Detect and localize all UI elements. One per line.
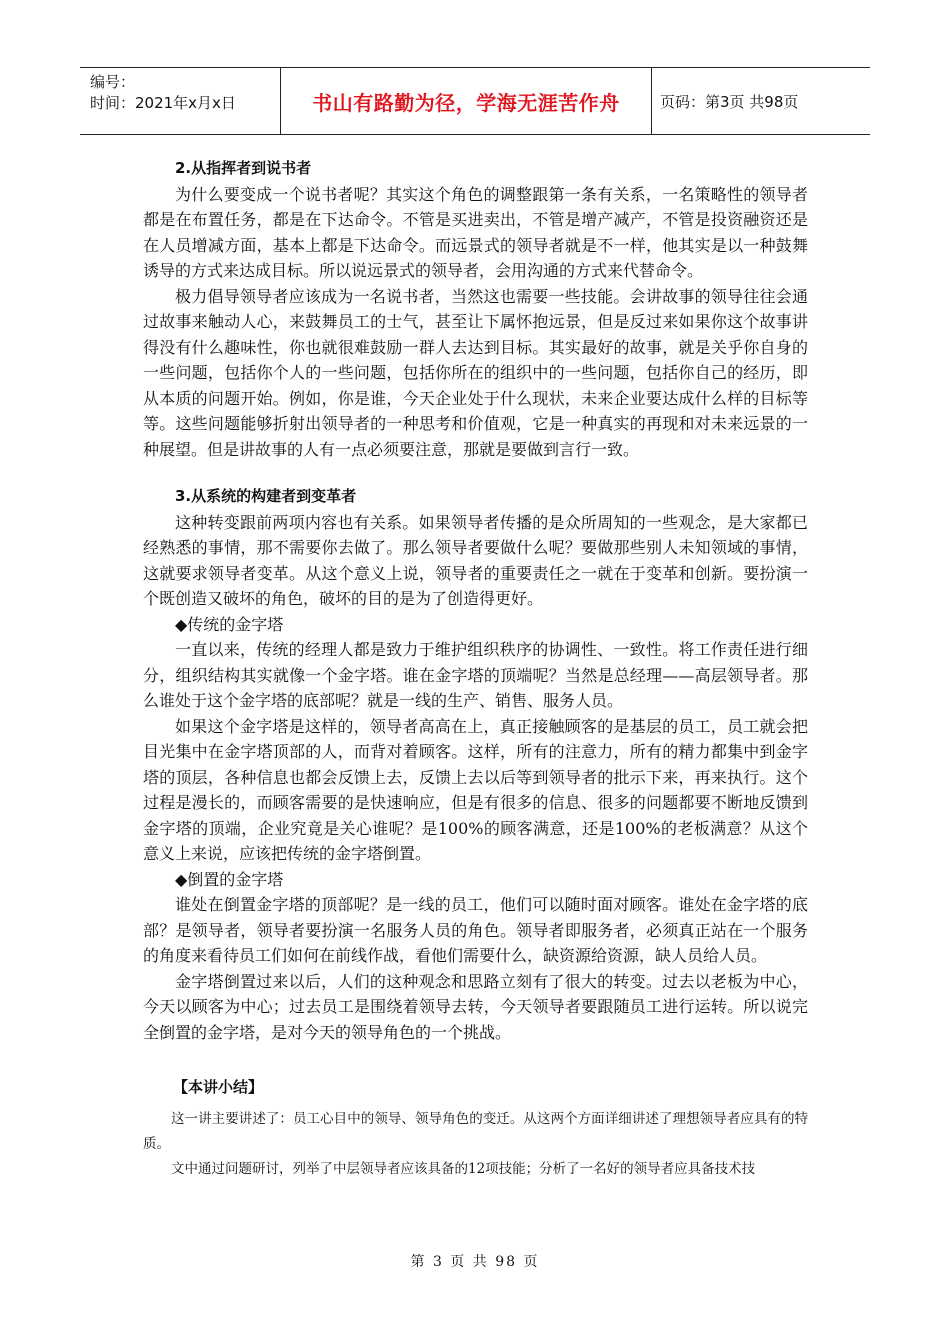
document-body: [143, 156, 808, 1182]
page-header: [80, 67, 870, 135]
header-date: 时间：2021年x月x日: [90, 94, 236, 112]
spacer: [143, 1045, 808, 1067]
spacer: [143, 462, 808, 484]
section-3-title: 3.从系统的构建者到变革者: [175, 487, 357, 505]
traditional-paragraph-1: 一直以来，传统的经理人都是致力于维护组织秩序的协调性、一致性。将工作责任进行细分，组织结构其实就像一个金字塔。谁在金字塔的顶端呢？当然是总经理——高层领导者。那么谁处于这个金字塔的底部呢？就是一线的生产、销售、服务人员。: [143, 640, 808, 710]
header-number-label: 编号：: [90, 73, 136, 91]
summary-paragraph-2: 文中通过问题研讨，列举了中层领导者应该具备的12项技能；分析了一名好的领导者应具备技术技: [171, 1160, 756, 1177]
bullet-traditional-pyramid: ◆传统的金字塔: [175, 614, 284, 634]
summary-title: 【本讲小结】: [173, 1078, 264, 1096]
inverted-paragraph-2: 金字塔倒置过来以后，人们的这种观念和思路立刻有了很大的转变。过去以老板为中心，今天以顾客为中心；过去员工是围绕着领导去转，今天领导者要跟随员工进行运转。所以说完全倒置的金字塔，是对今天的领导角色的一个挑战。: [143, 971, 808, 1042]
page-footer: 第 3 页 共 98 页: [410, 1254, 540, 1270]
section-2-title: 2.从指挥者到说书者: [175, 159, 312, 177]
header-motto: 书山有路勤为径，学海无涯苦作舟: [280, 68, 652, 134]
traditional-paragraph-2: 如果这个金字塔是这样的，领导者高高在上，真正接触顾客的是基层的员工，员工就会把目光集中在金字塔顶部的人，而背对着顾客。这样，所有的注意力，所有的精力都集中到金字塔的顶层，各种信息也都会反馈上去，反馈上去以后等到领导者的批示下来，再来执行。这个过程是漫长的，而顾客需要的是快速响应，但是有很多的信息、很多的问题都要不断地反馈到金字塔的顶端，企业究竟是关心谁呢？是100%的顾客满意，还是100%的老板满意？从这个意义上来说，应该把传统的金字塔倒置。: [143, 716, 808, 863]
section-2-paragraph-2: 极力倡导领导者应该成为一名说书者，当然这也需要一些技能。会讲故事的领导往往会通过故事来触动人心，来鼓舞员工的士气，甚至让下属怀抱远景，但是反过来如果你这个故事讲得没有什么趣味性，你也就很难鼓励一群人去达到目标。其实最好的故事，就是关乎你自身的一些问题，包括你个人的一些问题，包括你所在的组织中的一些问题，包括你自己的经历，即从本质的问题开始。例如，你是谁，今天企业处于什么现状，未来企业要达成什么样的目标等等。这些问题能够折射出领导者的一种思考和价值观，它是一种真实的再现和对未来远景的一种展望。但是讲故事的人有一点必须要注意，那就是要做到言行一致。: [143, 286, 808, 459]
section-3-intro: 这种转变跟前两项内容也有关系。如果领导者传播的是众所周知的一些观念，是大家都已经熟悉的事情，那不需要你去做了。那么领导者要做什么呢？要做那些别人未知领域的事情，这就要求领导者变革。从这个意义上说，领导者的重要责任之一就在于变革和创新。要扮演一个既创造又破坏的角色，破坏的目的是为了创造得更好。: [143, 512, 808, 608]
header-meta: [80, 68, 280, 134]
bullet-inverted-pyramid: ◆倒置的金字塔: [175, 869, 284, 889]
header-page-info: 页码：第3页 共98页: [660, 92, 799, 111]
inverted-paragraph-1: 谁处在倒置金字塔的顶部呢？是一线的员工，他们可以随时面对顾客。谁处在金字塔的底部？是领导者，领导者要扮演一名服务人员的角色。领导者即服务者，必须真正站在一个服务的角度来看待员工们如何在前线作战，看他们需要什么，缺资源给资源，缺人员给人员。: [143, 895, 808, 965]
summary-paragraph-1: 这一讲主要讲述了：员工心目中的领导、领导角色的变迁。从这两个方面详细讲述了理想领导者应具有的特质。: [143, 1110, 808, 1152]
section-2-paragraph-1: 为什么要变成一个说书者呢？其实这个角色的调整跟第一条有关系，一名策略性的领导者都是在布置任务，都是在下达命令。不管是买进卖出，不管是增产减产，不管是投资融资还是在人员增减方面，基本上都是下达命令。而远景式的领导者就是不一样，他其实是以一种鼓舞诱导的方式来达成目标。所以说远景式的领导者，会用沟通的方式来代替命令。: [143, 184, 808, 280]
